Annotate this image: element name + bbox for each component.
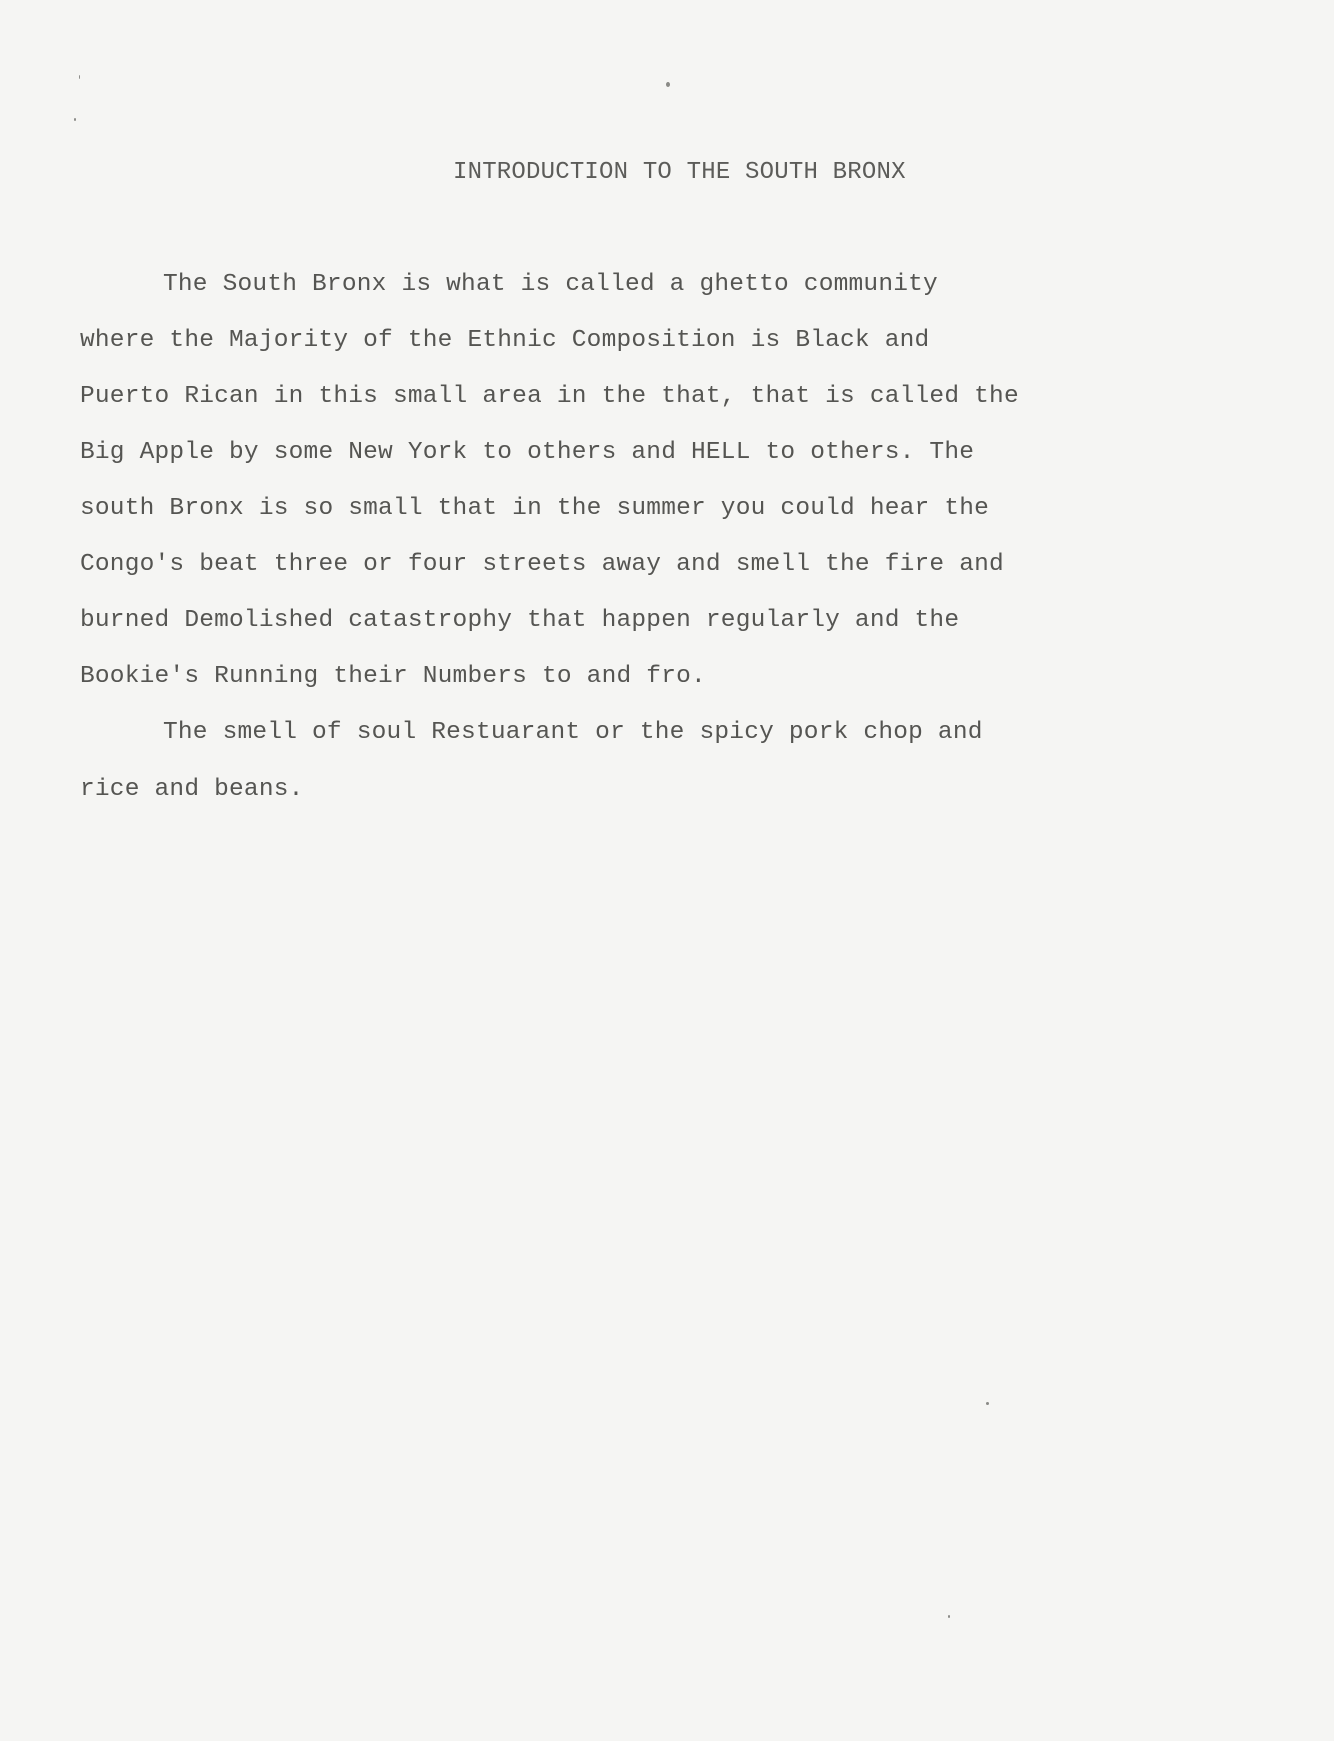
text-line: rice and beans. [80, 776, 304, 803]
paper-speck [666, 82, 670, 87]
text-line: The smell of soul Restuarant or the spicy pork chop and [163, 719, 983, 746]
text-line: south Bronx is so small that in the summer you could hear the [80, 495, 990, 522]
text-line: burned Demolished catastrophy that happen regularly and the [80, 607, 960, 634]
paper-speck [948, 1615, 950, 1618]
text-line: Big Apple by some New York to others and HELL to others. The [80, 439, 975, 466]
paper-speck [79, 75, 80, 79]
document-title: INTRODUCTION TO THE SOUTH BRONX [453, 159, 906, 186]
text-line: The South Bronx is what is called a ghetto community [163, 271, 938, 298]
text-line: Bookie's Running their Numbers to and fro. [80, 663, 706, 690]
text-line: where the Majority of the Ethnic Composition is Black and [80, 327, 930, 354]
paper-speck [74, 118, 76, 121]
text-line: Congo's beat three or four streets away and smell the fire and [80, 551, 1004, 578]
text-line: Puerto Rican in this small area in the that, that is called the [80, 383, 1019, 410]
paper-speck [986, 1402, 989, 1405]
